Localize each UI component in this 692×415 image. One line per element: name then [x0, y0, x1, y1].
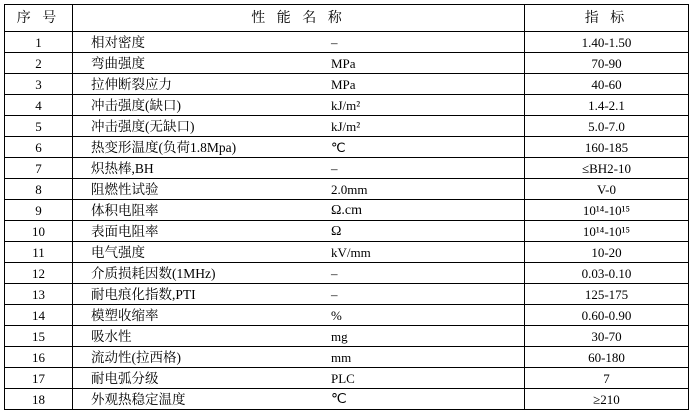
property-unit: – — [331, 34, 338, 50]
property-name: 表面电阻率 — [91, 223, 159, 239]
cell-index: 4 — [5, 95, 73, 116]
cell-value: 10-20 — [525, 242, 689, 263]
cell-property — [73, 326, 525, 347]
cell-value: 40-60 — [525, 74, 689, 95]
column-header-name: 性 能 名 称 — [73, 5, 525, 32]
table-row — [5, 74, 689, 95]
table-row — [5, 305, 689, 326]
table-row — [5, 32, 689, 53]
cell-property — [73, 200, 525, 221]
table-body — [5, 32, 689, 410]
cell-index: 7 — [5, 158, 73, 179]
property-name: 炽热棒,BH — [91, 160, 154, 176]
cell-value: 10¹⁴-10¹⁵ — [525, 221, 689, 242]
property-unit: kJ/m² — [331, 97, 361, 113]
specification-table — [4, 4, 689, 410]
cell-property — [73, 32, 525, 53]
cell-property — [73, 242, 525, 263]
cell-property — [73, 158, 525, 179]
cell-property — [73, 137, 525, 158]
cell-value: 30-70 — [525, 326, 689, 347]
cell-value: 1.4-2.1 — [525, 95, 689, 116]
cell-property — [73, 263, 525, 284]
cell-index: 6 — [5, 137, 73, 158]
property-unit: ℃ — [331, 391, 347, 407]
cell-index: 5 — [5, 116, 73, 137]
property-name: 耐电痕化指数,PTI — [91, 286, 196, 302]
property-unit: MPa — [331, 76, 356, 92]
cell-index: 10 — [5, 221, 73, 242]
table-row — [5, 221, 689, 242]
property-name: 拉伸断裂应力 — [91, 76, 172, 92]
property-unit: – — [331, 265, 338, 281]
cell-index: 13 — [5, 284, 73, 305]
property-unit: – — [331, 160, 338, 176]
cell-property — [73, 116, 525, 137]
property-name: 吸水性 — [91, 328, 132, 344]
cell-property — [73, 284, 525, 305]
cell-index: 11 — [5, 242, 73, 263]
table-row — [5, 326, 689, 347]
cell-property — [73, 389, 525, 410]
table-row — [5, 158, 689, 179]
property-unit: Ω.cm — [331, 202, 363, 218]
table-row — [5, 116, 689, 137]
cell-value: 0.03-0.10 — [525, 263, 689, 284]
column-header-no: 序 号 — [5, 5, 73, 32]
table-row — [5, 242, 689, 263]
cell-index: 3 — [5, 74, 73, 95]
cell-property — [73, 347, 525, 368]
property-unit: MPa — [331, 55, 356, 71]
property-unit: – — [331, 286, 338, 302]
table-row — [5, 137, 689, 158]
property-name: 外观热稳定温度 — [91, 391, 186, 407]
property-name: 相对密度 — [91, 34, 145, 50]
property-unit: kJ/m² — [331, 118, 361, 134]
cell-index: 2 — [5, 53, 73, 74]
table-row — [5, 263, 689, 284]
property-unit: 2.0mm — [331, 181, 368, 197]
cell-property — [73, 221, 525, 242]
property-unit: mm — [331, 349, 352, 365]
cell-index: 9 — [5, 200, 73, 221]
cell-value: 1.40-1.50 — [525, 32, 689, 53]
cell-value: 0.60-0.90 — [525, 305, 689, 326]
cell-value: 70-90 — [525, 53, 689, 74]
cell-value: 60-180 — [525, 347, 689, 368]
cell-index: 16 — [5, 347, 73, 368]
cell-value: 7 — [525, 368, 689, 389]
cell-value: V-0 — [525, 179, 689, 200]
table-row — [5, 200, 689, 221]
cell-property — [73, 179, 525, 200]
cell-property — [73, 53, 525, 74]
cell-index: 8 — [5, 179, 73, 200]
cell-property — [73, 74, 525, 95]
property-unit: kV/mm — [331, 244, 371, 260]
cell-property — [73, 305, 525, 326]
cell-index: 1 — [5, 32, 73, 53]
property-name: 模塑收缩率 — [91, 307, 159, 323]
property-unit: ℃ — [331, 139, 346, 155]
property-name: 冲击强度(无缺口) — [91, 118, 195, 134]
table-row — [5, 179, 689, 200]
property-name: 电气强度 — [91, 244, 145, 260]
property-unit: PLC — [331, 370, 355, 386]
cell-index: 12 — [5, 263, 73, 284]
cell-value: ≤BH2-10 — [525, 158, 689, 179]
cell-value: 5.0-7.0 — [525, 116, 689, 137]
cell-value: ≥210 — [525, 389, 689, 410]
property-name: 冲击强度(缺口) — [91, 97, 181, 113]
table-row — [5, 368, 689, 389]
cell-index: 17 — [5, 368, 73, 389]
table-header-row — [5, 5, 689, 32]
table-row — [5, 53, 689, 74]
cell-value: 10¹⁴-10¹⁵ — [525, 200, 689, 221]
property-name: 介质损耗因数(1MHz) — [91, 265, 216, 281]
property-unit: Ω — [331, 223, 342, 239]
property-unit: mg — [331, 328, 348, 344]
property-name: 耐电弧分级 — [91, 370, 159, 386]
cell-index: 18 — [5, 389, 73, 410]
column-header-value: 指 标 — [525, 5, 689, 32]
property-name: 热变形温度(负荷1.8Mpa) — [91, 139, 237, 155]
cell-index: 14 — [5, 305, 73, 326]
table-header — [5, 5, 689, 32]
table-row — [5, 284, 689, 305]
property-name: 阻燃性试验 — [91, 181, 159, 197]
cell-property — [73, 368, 525, 389]
property-unit: % — [331, 307, 342, 323]
cell-value: 160-185 — [525, 137, 689, 158]
cell-property — [73, 95, 525, 116]
table-row — [5, 389, 689, 410]
property-name: 体积电阻率 — [91, 202, 159, 218]
property-name: 流动性(拉西格) — [91, 349, 181, 365]
cell-value: 125-175 — [525, 284, 689, 305]
property-name: 弯曲强度 — [91, 55, 145, 71]
table-row — [5, 95, 689, 116]
cell-index: 15 — [5, 326, 73, 347]
table-row — [5, 347, 689, 368]
